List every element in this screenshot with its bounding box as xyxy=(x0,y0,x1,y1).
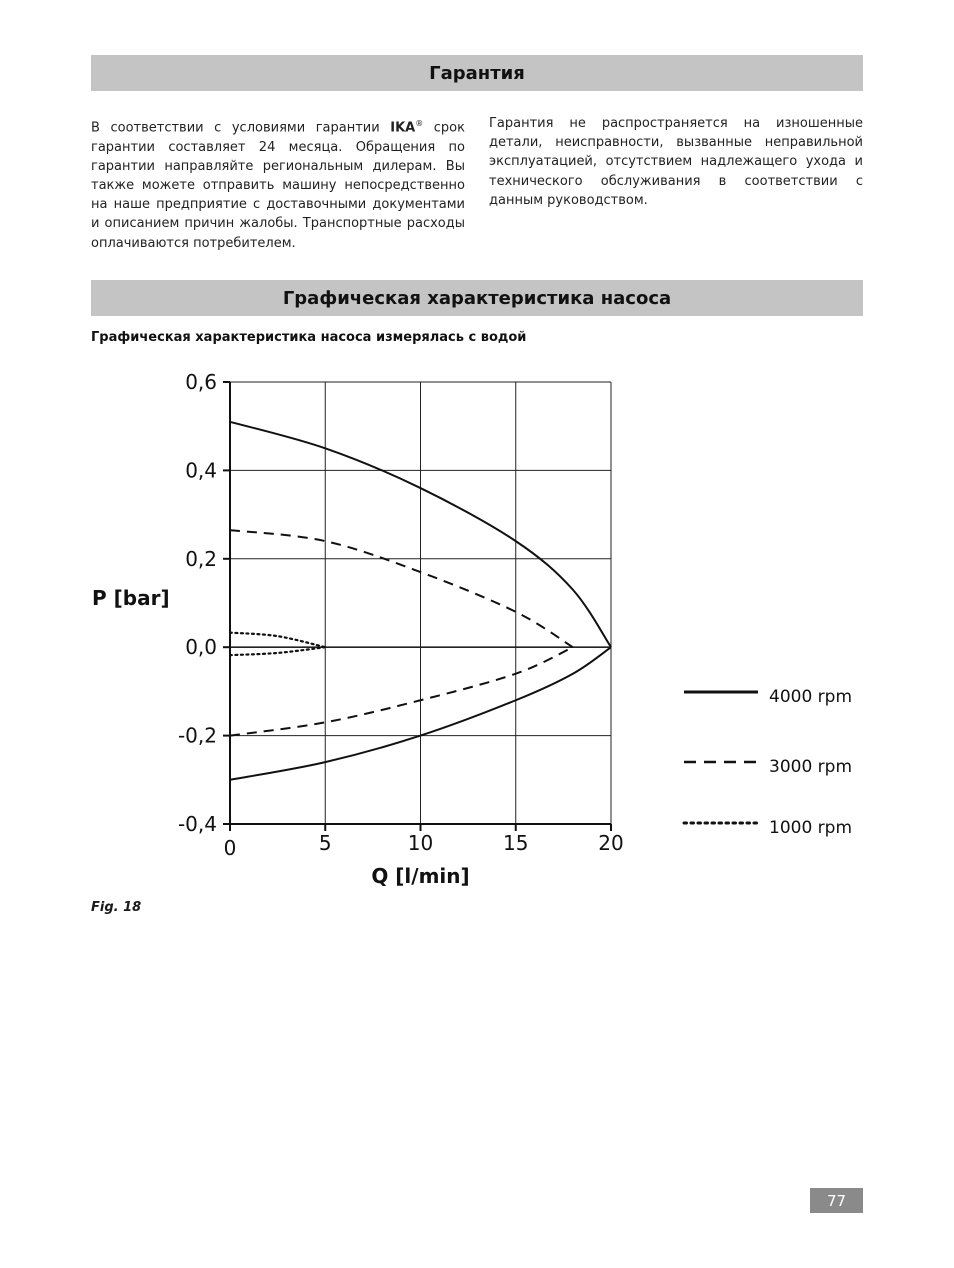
pump-section-title: Графическая характеристика насоса xyxy=(282,287,672,309)
warranty-text-right: Гарантия не распространяется на изношенные детали, неисправности, вызванные неправильной эксплуатацией, отсутствием надлежащего ухода и технического обслуживания в соответствии с данным руководством. xyxy=(489,116,863,208)
series-3000-rpm-upper-curve xyxy=(230,530,573,647)
x-tick-label: 15 xyxy=(503,831,529,855)
y-tick-label: -0,4 xyxy=(177,812,217,836)
y-tick-label: 0,0 xyxy=(185,635,217,660)
page-number-text: 77 xyxy=(826,1191,847,1210)
warranty-text-left-start: В соответствии с условиями гарантии xyxy=(91,120,391,136)
y-tick-label: 0,6 xyxy=(185,370,217,394)
series-3000-rpm-lower-curve xyxy=(230,647,573,735)
registered-mark: ® xyxy=(415,119,424,128)
chart-subtitle: Графическая характеристика насоса измерялась с водой xyxy=(91,330,527,345)
warranty-section-title: Гарантия xyxy=(429,62,525,84)
chart-legend xyxy=(684,687,852,838)
legend-label: 3000 rpm xyxy=(769,757,853,777)
figure-label: Fig. 18 xyxy=(91,900,142,915)
series-1000-rpm-upper-curve xyxy=(230,633,325,648)
brand-name: IKA xyxy=(390,120,416,136)
y-tick-label: 0,2 xyxy=(185,546,217,571)
chart-grid xyxy=(230,382,611,824)
series-1000-rpm-lower-curve xyxy=(230,647,325,655)
y-tick-label: -0,2 xyxy=(177,723,217,748)
y-tick-label: 0,4 xyxy=(185,458,217,483)
x-tick-label: 0 xyxy=(223,836,237,860)
warranty-text-left-end: срок гарантии составляет 24 месяца. Обращения по гарантии направляйте региональным дилерам. Вы также можете отправить машину непосредственно на наше предприятие с доставочными документами и описанием причин жалобы. Транспортные расходы оплачиваются потребителем. xyxy=(91,120,465,251)
x-axis-title: Q [l/min] xyxy=(371,864,470,888)
legend-label: 4000 rpm xyxy=(769,687,853,707)
x-tick-label: 10 xyxy=(407,831,434,855)
x-tick-label: 5 xyxy=(318,831,332,855)
page-number xyxy=(810,1188,863,1213)
x-tick-label: 20 xyxy=(598,831,624,855)
legend-label: 1000 rpm xyxy=(769,818,853,838)
y-axis-title: P [bar] xyxy=(92,585,170,610)
